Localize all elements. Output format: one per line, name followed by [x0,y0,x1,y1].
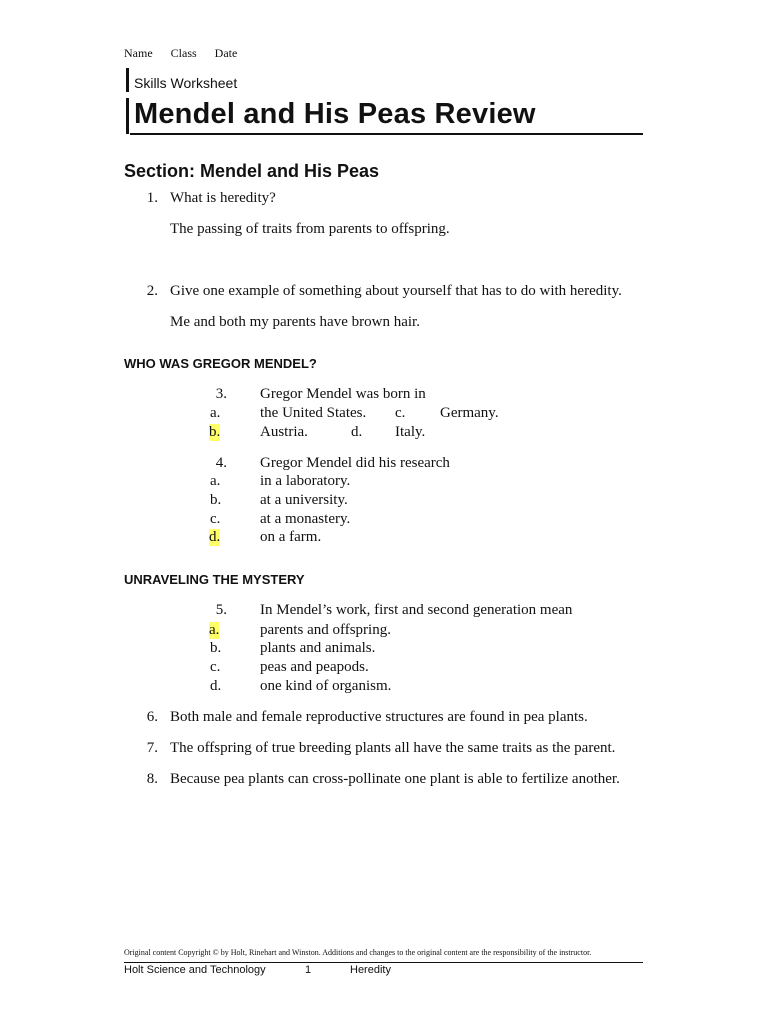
page-title: Mendel and His Peas Review [134,98,536,130]
q2-answer: Me and both my parents have brown hair. [170,314,420,330]
q5-text: In Mendel’s work, first and second generation mean [260,602,573,618]
q3-option-letter: d. [351,424,363,440]
q8-number: 8. [146,771,158,787]
q2-text: Give one example of something about yourself that has to do with heredity. [170,283,622,299]
q6-text: Both male and female reproductive structures are found in pea plants. [170,709,588,725]
q6-number: 6. [146,709,158,725]
q4-option-text: at a monastery. [260,511,351,527]
footer-rule [124,962,643,963]
name-field-label: Name [124,46,153,60]
q4-option-letter-highlighted: d. [209,529,221,545]
q7-number: 7. [146,740,158,756]
q5-option-text: one kind of organism. [260,678,392,694]
q5-option-letter-highlighted: a. [209,622,220,638]
header-fields [124,46,252,61]
footer-publisher: Holt Science and Technology [124,964,266,976]
q3-option-letter: a. [210,405,221,421]
q3-option-text: Germany. [440,405,499,421]
q5-option-text: peas and peapods. [260,659,369,675]
q3-number: 3. [215,386,227,402]
title-underline [130,133,643,135]
q1-text: What is heredity? [170,190,276,206]
q3-option-text: Italy. [395,424,426,440]
q2-number: 2. [146,283,158,299]
date-field-label: Date [214,46,238,60]
q7-text: The offspring of true breeding plants all have the same traits as the parent. [170,740,616,756]
q4-option-text: at a university. [260,492,348,508]
q8-text: Because pea plants can cross-pollinate one plant is able to fertilize another. [170,771,620,787]
q4-option-letter: c. [210,511,221,527]
q3-text: Gregor Mendel was born in [260,386,426,402]
q3-option-letter: c. [395,405,406,421]
q4-option-text: in a laboratory. [260,473,351,489]
q4-option-text: on a farm. [260,529,322,545]
q5-option-letter: d. [210,678,222,694]
worksheet-kicker: Skills Worksheet [134,75,238,91]
q5-number: 5. [215,602,227,618]
q5-option-text: parents and offspring. [260,622,391,638]
q4-text: Gregor Mendel did his research [260,455,450,471]
q5-option-letter: b. [210,640,222,656]
kicker-bar [126,68,129,92]
footer-topic: Heredity [350,964,391,976]
q1-number: 1. [146,190,158,206]
q3-option-text: Austria. [260,424,308,440]
section-title: Section: Mendel and His Peas [124,161,380,181]
q3-option-text: the United States. [260,405,367,421]
subhead-unraveling-mystery: UNRAVELING THE MYSTERY [124,572,305,587]
footer-page-number: 1 [305,964,312,976]
q4-option-letter: a. [210,473,221,489]
q4-number: 4. [215,455,227,471]
title-bar [126,98,129,134]
subhead-who-was-mendel: WHO WAS GREGOR MENDEL? [124,356,317,371]
q5-option-letter: c. [210,659,221,675]
q3-option-letter-highlighted: b. [209,424,221,440]
class-field-label: Class [170,46,197,60]
q4-option-letter: b. [210,492,222,508]
q1-answer: The passing of traits from parents to offspring. [170,221,450,237]
q5-option-text: plants and animals. [260,640,376,656]
copyright-notice: Original content Copyright © by Holt, Rinehart and Winston. Additions and changes to the original content are the responsibility of the instructor. [124,948,592,957]
